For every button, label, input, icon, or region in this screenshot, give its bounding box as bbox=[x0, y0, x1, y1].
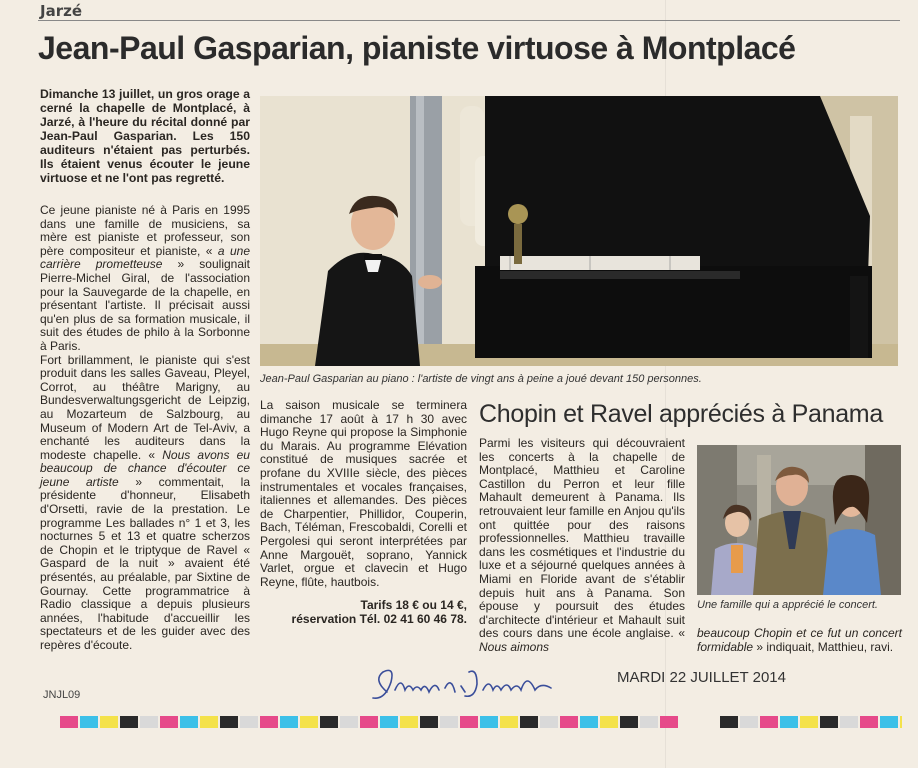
registration-swatch bbox=[100, 716, 118, 728]
registration-swatch bbox=[660, 716, 678, 728]
pianist-photo-illustration bbox=[260, 96, 898, 366]
registration-swatch bbox=[220, 716, 238, 728]
tarifs-price: Tarifs 18 € ou 14 €, bbox=[360, 598, 467, 612]
registration-color-bar-graphic bbox=[60, 716, 902, 728]
registration-swatch bbox=[500, 716, 518, 728]
registration-swatch bbox=[460, 716, 478, 728]
registration-color-bar bbox=[60, 715, 902, 727]
headline: Jean-Paul Gasparian, pianiste virtuose à Montplacé bbox=[38, 30, 796, 66]
registration-swatch bbox=[160, 716, 178, 728]
registration-swatch bbox=[780, 716, 798, 728]
handwritten-signature bbox=[365, 662, 585, 710]
registration-swatch bbox=[380, 716, 398, 728]
paragraph-1: Ce jeune pianiste né à Paris en 1995 dans une famille de musiciens, sa mère est pianiste et professeur, son père compositeur et pianiste, « a une carrière prometteuse » soulignait Pierre-Michel Giral, de l'association pour la Sauvegarde de la chapelle, en présentant l'artiste. Il précisait aussi qu'en plus de sa formation musicale, il suit des études de philo à la Sorbonne à Paris. bbox=[40, 203, 251, 353]
registration-swatch bbox=[820, 716, 838, 728]
registration-swatch bbox=[760, 716, 778, 728]
article-column-1 bbox=[40, 204, 250, 653]
subheadline: Chopin et Ravel appréciés à Panama bbox=[479, 400, 883, 428]
registration-swatch bbox=[300, 716, 318, 728]
registration-swatch bbox=[140, 716, 158, 728]
sidebar-article: Parmi les visiteurs qui découvraient les concerts à la chapelle de Montplacé, Matthieu et Caroline Castillon du Perron et leur fille Mahault demeurent à Panama. Ils retrouvaient leur famille en Anjou qu'ils ont quittée pour des raisons professionnelles. Matthieu travaille dans les cosmétiques et l'industrie du luxe et a séjourné quelques années à Miami en Floride avant de s'établir depuis huit ans à Panama. Son épouse y poursuit des études d'architecte d'intérieur et Mahault suit des cours dans une école anglaise. « Nous aimons bbox=[479, 436, 685, 654]
registration-swatch bbox=[620, 716, 638, 728]
registration-swatch bbox=[900, 716, 902, 728]
sidebar-article-end: beaucoup Chopin et ce fut un concert formidable » indiquait, Matthieu, ravi. bbox=[697, 626, 902, 654]
registration-swatch bbox=[80, 716, 98, 728]
publication-date: MARDI 22 JUILLET 2014 bbox=[617, 669, 786, 686]
registration-swatch bbox=[520, 716, 538, 728]
registration-swatch bbox=[320, 716, 338, 728]
pianist-photo bbox=[260, 96, 898, 366]
article-column-2: La saison musicale se terminera dimanche 17 août à 17 h 30 avec Hugo Reyne qui propose la Simphonie du Marais. Au programme Elévation constitué de musiques sacrée et profane du XVIIIe siècle, des pièces instrumentales et vocales françaises, italiennes et allemandes. Des pièces de Charpentier, Phillidor, Couperin, Bach, Téléman, Frescobaldi, Corelli et Pergolesi qui seront interprétées par Anne Margouët, soprano, Yannick Varlet, orgue et clavecin et Hugo Reyne, flûte, hautbois. bbox=[260, 398, 467, 589]
registration-swatch bbox=[580, 716, 598, 728]
registration-swatch bbox=[280, 716, 298, 728]
tarifs-reservation: réservation Tél. 02 41 60 46 78. bbox=[291, 612, 467, 626]
registration-swatch bbox=[540, 716, 558, 728]
registration-swatch bbox=[560, 716, 578, 728]
registration-swatch bbox=[860, 716, 878, 728]
registration-swatch bbox=[640, 716, 658, 728]
photo-caption-pianist: Jean-Paul Gasparian au piano : l'artiste de vingt ans à peine a joué devant 150 personnes. bbox=[260, 373, 702, 385]
registration-swatch bbox=[340, 716, 358, 728]
registration-swatch bbox=[740, 716, 758, 728]
lead-paragraph: Dimanche 13 juillet, un gros orage a cerné la chapelle de Montplacé, à Jarzé, à l'heure du récital donné par Jean-Paul Gasparian. Les 150 auditeurs n'étaient pas perturbés. Ils étaient venus écouter le jeune virtuose et ne l'ont pas regretté. bbox=[40, 87, 250, 185]
registration-swatch bbox=[800, 716, 818, 728]
clipping-code: JNJL09 bbox=[43, 689, 81, 701]
registration-swatch bbox=[360, 716, 378, 728]
registration-swatch bbox=[880, 716, 898, 728]
registration-swatch bbox=[260, 716, 278, 728]
registration-swatch bbox=[400, 716, 418, 728]
registration-swatch bbox=[180, 716, 198, 728]
registration-swatch bbox=[440, 716, 458, 728]
registration-swatch bbox=[240, 716, 258, 728]
registration-swatch bbox=[480, 716, 498, 728]
registration-swatch bbox=[840, 716, 858, 728]
photo-caption-family: Une famille qui a apprécié le concert. bbox=[697, 599, 878, 611]
registration-swatch bbox=[120, 716, 138, 728]
section-rubric: Jarzé bbox=[40, 2, 83, 20]
family-photo-illustration bbox=[697, 445, 901, 595]
registration-swatch bbox=[600, 716, 618, 728]
family-photo bbox=[697, 445, 901, 595]
registration-swatch bbox=[420, 716, 438, 728]
tarifs-block bbox=[260, 598, 467, 626]
paragraph-2: Fort brillamment, le pianiste qui s'est produit dans les salles Gaveau, Pleyel, Corrot, au théâtre Marigny, au Bundesverwaltungsgericht de Leipzig, au Mozarteum de Salzbourg, au Museum of Modern Art de Tel-Aviv, a enchanté les auditeurs dans la modeste chapelle. « Nous avons eu beaucoup de chance d'écouter ce jeune artiste » commentait, la présidente d'honneur, Elisabeth d'Orsetti, ravie de la prestation. Le programme Les ballades n° 1 et 3, les nocturnes 5 et 13 et quatre scherzos de Chopin et le triptyque de Ravel « Gaspard de la nuit » avaient été présentés, au préalable, par Sixtine de Gournay. Cette programmatrice à Radio classique a depuis plusieurs années, l'habitude d'accueillir les spectateurs et de les guider avec des repères d'écoute. bbox=[40, 352, 250, 652]
registration-swatch bbox=[200, 716, 218, 728]
top-rule bbox=[38, 20, 900, 21]
registration-swatch bbox=[60, 716, 78, 728]
registration-swatch bbox=[720, 716, 738, 728]
